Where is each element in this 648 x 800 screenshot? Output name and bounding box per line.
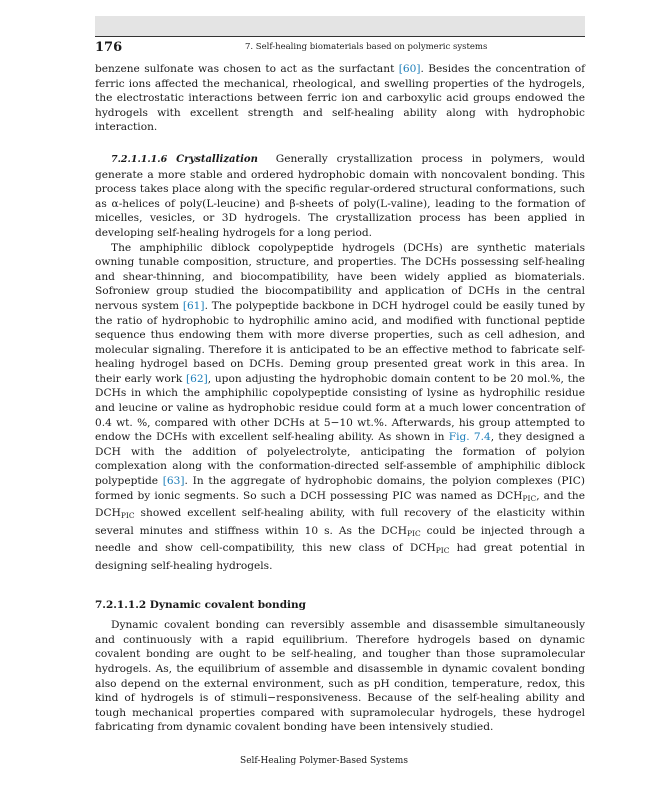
header-bar: [95, 16, 585, 36]
page-header: [95, 36, 585, 57]
page-footer: Self-Healing Polymer-Based Systems: [240, 756, 408, 766]
citation-link[interactable]: [63]: [162, 475, 185, 488]
section-title: Crystallization: [176, 153, 258, 165]
subscript: PIC: [435, 546, 450, 556]
subscript: PIC: [406, 528, 421, 538]
page-body: [95, 62, 585, 735]
citation-link[interactable]: [61]: [182, 299, 205, 312]
subscript: PIC: [120, 511, 135, 521]
paragraph-dch: The amphiphilic diblock copolypeptide hydrogels (DCHs) are synthetic materials owning tunable composition, structure, and properties. The DCHs possessing self-healing and shear-thinning, and biocompatibility, have been widely applied as biomaterials. Sofroniew group studied the biocompatibility and application of DCHs in the central nervous system [61]. The polypeptide backbone in DCH hydrogel could be easily tuned by the ratio of hydrophobic to hydrophilic amino acid, and modified with functional peptide sequence thus endowing them with more diverse properties, such as cell adhesion, and molecular signaling. Therefore it is anticipated to be an effective method to fabricate self-healing hydrogel based on DCHs. Deming group presented great work in this area. In their early work [62], upon adjusting the hydrophobic domain content to be 20 mol.%, the DCHs in which the amphiphilic copolypeptide consisting of lysine as hydrophilic residue and leucine or valine as hydrophobic residue could form at a much lower concentration of 0.4 wt. %, compared with other DCHs at 5−10 wt.%. Afterwards, his group attempted to endow the DCHs with excellent self-healing ability. As shown in Fig. 7.4, they designed a DCH with the addition of polyelectrolyte, anticipating the formation of polyion complexation along with the conformation-directed self-assemble of amphiphilic diblock polypeptide [63]. In the aggregate of hydrophobic domains, the polyion complexes (PIC) formed by ionic segments. So such a DCH possessing PIC was named as $DCH_{PIC}$, and the $DCH_{PIC}$ showed excellent self-healing ability, with full recovery of the elasticity within several minutes and stiffness within 10 s. As the $DCH_{PIC}$ could be injected through a needle and show cell-compatibility, this new class of $DCH_{PIC}$ had great potential in designing self-healing hydrogels.: [95, 241, 586, 572]
running-title: 7. Self-healing biomaterials based on polymeric systems: [245, 42, 488, 52]
section-number: 7.2.1.1.1.6: [111, 153, 168, 165]
page-number: 176: [95, 40, 123, 55]
subscript: PIC: [522, 493, 537, 503]
citation-link[interactable]: [60]: [398, 63, 421, 75]
paragraph-ferric-ions: benzene sulfonate was chosen to act as the surfactant [60]. Besides the concentration of ferric ions affected the mechanical, rheological, and swelling properties of the hydrogels, the electrostatic interactions between ferric ion and carboxylic acid groups endowed the hydrogels with excellent strength and self-healing ability along with hydrophobic interaction.: [95, 63, 586, 134]
section-text: Generally crystallization process in polymers, would generate a more stable and ordered hydrophobic domain with noncovalent bonding. This process takes place along with the specific regular-ordered structural conformations, such as α-helices of poly(L-leucine) and β-sheets of poly(L-valine), leading to the formation of micelles, vesicles, or 3D hydrogels. The crystallization process has been applied in developing self-healing hydrogels for a long period.: [95, 152, 585, 239]
section-heading-dynamic-covalent: 7.2.1.1.2 Dynamic covalent bonding: [95, 598, 306, 611]
citation-link[interactable]: [62]: [185, 372, 208, 385]
section-crystallization: [95, 152, 585, 241]
figure-link[interactable]: Fig. 7.4: [448, 431, 491, 444]
paragraph-dynamic-covalent: Dynamic covalent bonding can reversibly assemble and disassemble simultaneously and continuously with a rapid equilibrium. Therefore hydrogels based on dynamic covalent bonding are ought to be self-healing, and tougher than those supramolecular hydrogels. As, the equilibrium of assemble and disassemble in dynamic covalent bonding also depend on the external environment, such as pH condition, temperature, redox, this kind of hydrogels is of stimuli−responsiveness. Because of the self-healing ability and tough mechanical properties compared with supramolecular hydrogels, these hydrogel fabricating from dynamic covalent bonding have been intensively studied.: [95, 619, 585, 734]
